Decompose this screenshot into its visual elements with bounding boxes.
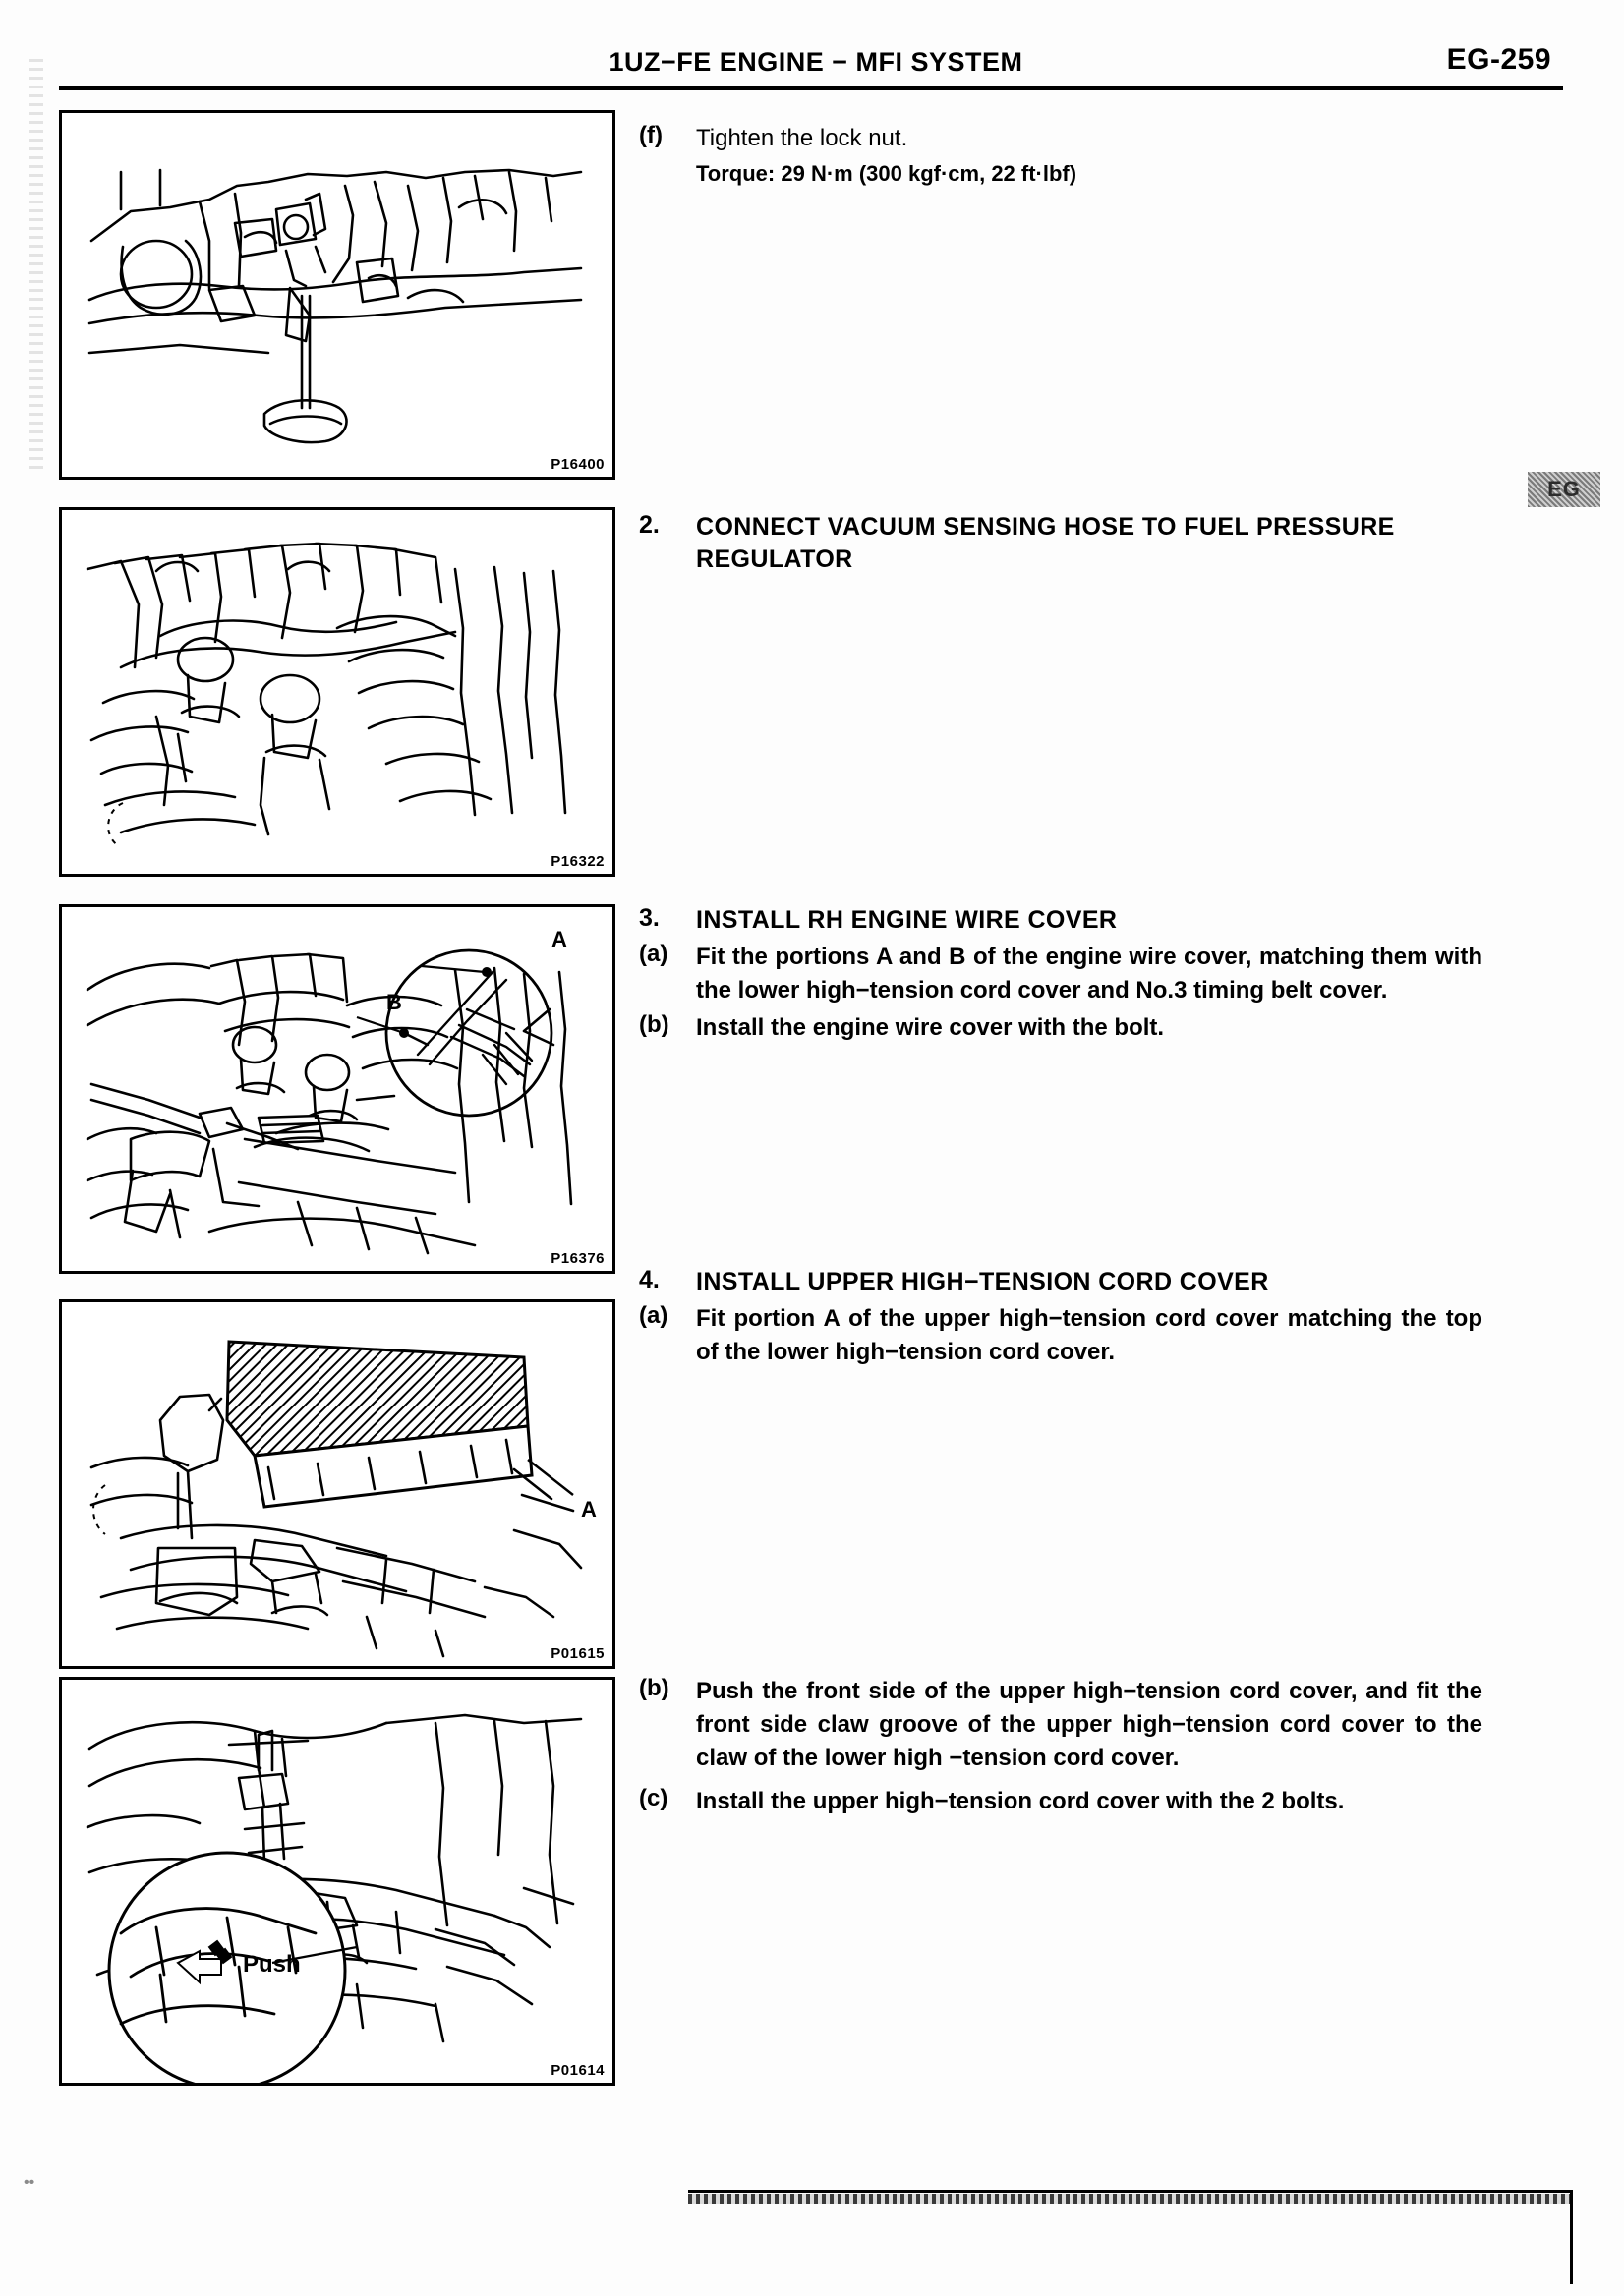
figure-p16376 [59,904,615,1274]
step-4-item-b-text: Push the front side of the upper high−tension cord cover, and fit the front side claw groove of the upper high−tension cord cover to the claw of the lower high −tension cord cover. [696,1678,1482,1772]
figure-id: P16376 [551,1250,605,1267]
figure-p01614-drawing [62,1680,612,2083]
step-4-item-c-text: Install the upper high−tension cord cover with the 2 bolts. [696,1788,1345,1815]
step-3-item-b [639,1011,1484,1045]
figure-id: P01614 [551,2062,605,2079]
figure-p16322-drawing [62,510,612,874]
step-3 [639,904,1484,1045]
step-4-continued [639,1671,1484,1818]
figure-p01615-drawing [62,1302,612,1666]
figure-p16400 [59,110,615,480]
step-4 [639,1266,1484,1369]
step-4-item-a-key: (a) [639,1301,668,1329]
step-4-item-c-key: (c) [639,1785,668,1812]
step-4-item-b [639,1675,1484,1775]
figure-label-a: A [551,927,567,951]
scan-edge-artifact [29,59,43,472]
step-4-item-b-key: (b) [639,1675,669,1701]
figure-p16376-drawing [62,907,612,1271]
step-2-title: CONNECT VACUUM SENSING HOSE TO FUEL PRESSURE REGULATOR [696,513,1395,573]
step-4-title: INSTALL UPPER HIGH−TENSION CORD COVER [696,1268,1269,1295]
step-4-head [639,1266,1484,1298]
figure-id: P01615 [551,1645,605,1662]
step-3-item-a [639,941,1484,1007]
step-3-item-b-key: (b) [639,1010,669,1038]
figure-p16322 [59,507,615,877]
bottom-divider [688,2190,1573,2193]
step-f-row [639,122,1484,155]
step-f-torque: Torque: 29 N·m (300 kgf·cm, 22 ft·lbf) [696,161,1077,187]
figure-label-b: B [386,990,402,1014]
step-4-number: 4. [639,1266,660,1293]
step-3-item-b-text: Install the engine wire cover with the bolt. [696,1013,1165,1041]
step-f-text: Tighten the lock nut. [696,125,908,151]
header-divider [59,86,1563,90]
step-2-head [639,511,1484,575]
step-2-number: 2. [639,511,660,539]
bottom-vertical-rule [1570,2190,1573,2284]
step-f-key: (f) [639,122,663,148]
figure-label-push: Push [243,1951,301,1978]
scan-smudge: •• [24,2174,35,2191]
figure-id: P16400 [551,456,605,473]
figure-label-a: A [581,1497,597,1521]
step-2 [639,511,1484,577]
page-title: 1UZ−FE ENGINE − MFI SYSTEM [609,47,1023,77]
step-4-item-a [639,1302,1484,1369]
figure-id: P16322 [551,853,605,870]
bottom-scan-band [688,2194,1573,2204]
figure-p01615 [59,1299,615,1669]
step-3-item-a-text: Fit the portions A and B of the engine wire cover, matching them with the lower high−tension cord cover and No.3 timing belt cover. [696,943,1482,1004]
page-header [59,43,1563,96]
figure-p01614 [59,1677,615,2086]
step-4-item-c [639,1785,1484,1818]
step-4-item-a-text: Fit portion A of the upper high−tension cord cover matching the top of the lower high−tension cord cover. [696,1304,1482,1365]
step-3-item-a-key: (a) [639,940,668,967]
step-3-number: 3. [639,904,660,932]
section-tab [1528,472,1600,507]
step-f [639,118,1484,187]
figure-p16400-drawing [62,113,612,477]
step-3-head [639,904,1484,937]
section-tab-label: EG [1547,477,1581,501]
step-3-title: INSTALL RH ENGINE WIRE COVER [696,906,1118,934]
page-number: EG-259 [1446,43,1551,76]
